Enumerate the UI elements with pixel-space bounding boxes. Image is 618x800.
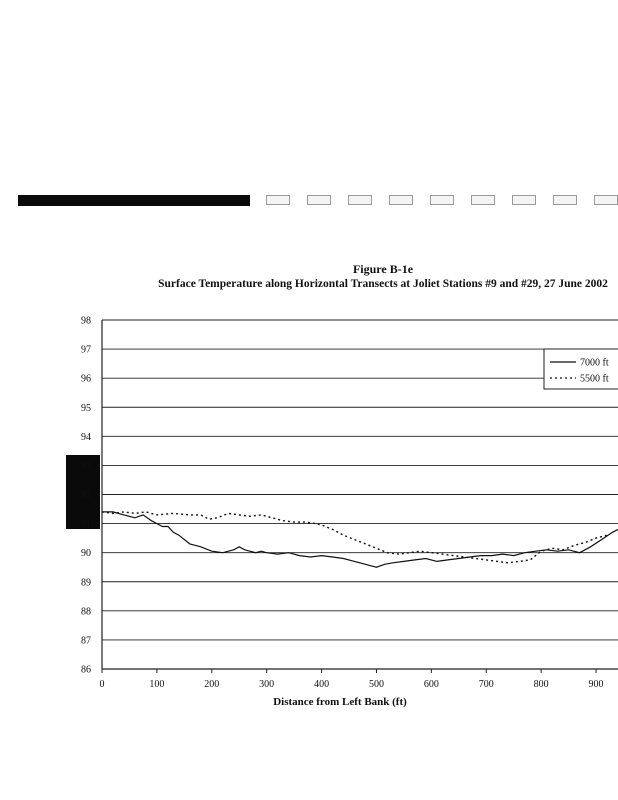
- y-tick-label: 90: [81, 548, 91, 560]
- y-tick-label: 91: [81, 519, 91, 531]
- y-tick-label: 92: [81, 490, 91, 501]
- series-layer: [102, 512, 618, 567]
- y-tick-label: 86: [81, 664, 91, 676]
- y-tick-label: 88: [81, 606, 91, 618]
- legend-entry: 7000 ft: [580, 357, 609, 369]
- legend-entry: 5500 ft: [580, 373, 609, 385]
- figure-subtitle: Surface Temperature along Horizontal Transects at Joliet Stations #9 and #29, 27 June 2002: [158, 278, 608, 290]
- x-tick-label: 600: [423, 679, 439, 690]
- x-tick-label: 800: [533, 679, 549, 690]
- y-tick-label: 87: [81, 635, 91, 647]
- series-line-1: [102, 512, 618, 567]
- y-tick-label: 93: [81, 460, 91, 472]
- axis-layer: [81, 316, 604, 691]
- x-tick-label: 100: [149, 679, 165, 690]
- x-tick-label: 900: [588, 679, 604, 690]
- y-tick-label: 89: [81, 577, 91, 589]
- x-tick-label: 0: [99, 679, 105, 690]
- y-tick-label: 97: [81, 344, 91, 356]
- y-tick-label: 96: [81, 373, 91, 385]
- y-tick-label: 98: [81, 315, 91, 327]
- figure-label: Figure B-1e: [352, 262, 414, 276]
- legend: [544, 349, 618, 389]
- x-tick-label: 300: [259, 679, 275, 690]
- series-line-2: [102, 512, 607, 563]
- x-tick-label: 700: [478, 679, 494, 690]
- grid-layer: [102, 320, 618, 669]
- x-axis-label: Distance from Left Bank (ft): [273, 696, 407, 708]
- x-tick-label: 500: [368, 679, 384, 690]
- x-tick-label: 200: [204, 679, 220, 690]
- y-tick-label: 94: [81, 431, 91, 443]
- y-tick-label: 95: [81, 402, 91, 414]
- x-tick-label: 400: [314, 679, 330, 690]
